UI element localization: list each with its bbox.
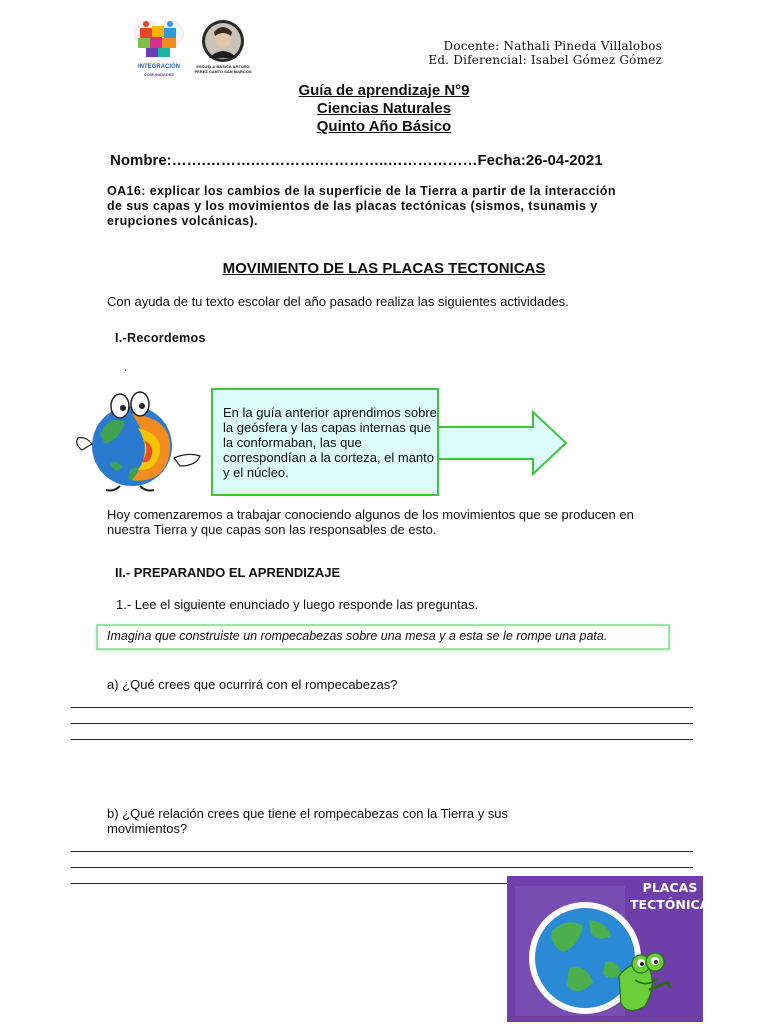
school-portrait-icon — [198, 18, 248, 64]
question-a: a) ¿Qué crees que ocurrirá con el rompecabezas? — [107, 677, 398, 692]
teacher-line: Docente: Nathali Pineda Villalobos — [443, 39, 662, 53]
stray-dot: . — [124, 360, 128, 374]
name-date-line: Nombre:…….……….………….…………..………………Fecha:26-04-2021 — [110, 152, 603, 169]
answer-line-a3[interactable] — [71, 739, 693, 740]
instruction-text: 1.- Lee el siguiente enunciado y luego responde las preguntas. — [116, 597, 479, 612]
document-title-block — [0, 82, 768, 136]
answer-line-b1[interactable] — [71, 851, 693, 852]
guide-title: Guía de aprendizaje N°9 — [298, 82, 470, 99]
answer-line-a2[interactable] — [71, 723, 693, 724]
earth-layers-mascot-icon — [70, 384, 210, 494]
school-logo-text: ESCUELA BÁSICA ARTURO PÉREZ CANTO SAN MARCOS — [194, 64, 252, 74]
placas-title — [630, 879, 719, 913]
placas-title-line1: PLACAS — [642, 880, 698, 895]
callout-text: En la guía anterior aprendimos sobre la geósfera y las capas internas que la conformaban, las que correspondían a la corteza, el manto y el núcleo. — [223, 405, 437, 480]
differential-line: Ed. Diferencial: Isabel Gómez Gómez — [428, 53, 662, 67]
school-logo — [194, 18, 252, 80]
subject-title: Ciencias Naturales — [316, 100, 452, 117]
question-b: b) ¿Qué relación crees que tiene el rompecabezas con la Tierra y sus movimientos? — [107, 806, 509, 836]
learning-objective: OA16: explicar los cambios de la superficie de la Tierra a partir de la interacción de sus capas y los movimientos de las placas tectónicas (sismos, tsunamis y erupciones volcánicas). — [107, 184, 616, 228]
puzzle-heart-icon — [128, 18, 190, 66]
part1-heading: I.-Recordemos — [115, 331, 206, 345]
section-title: MOVIMIENTO DE LAS PLACAS TECTONICAS — [222, 260, 546, 277]
grade-title: Quinto Año Básico — [316, 118, 452, 135]
integracion-logo-subtext: COMUNIDADES — [143, 72, 175, 77]
answer-line-b3[interactable] — [71, 883, 507, 884]
followup-paragraph: Hoy comenzaremos a trabajar conociendo algunos de los movimientos que se producen en nuestra Tierra y que capas son las responsables de esto. — [107, 507, 634, 537]
answer-line-b2[interactable] — [71, 867, 693, 868]
intro-paragraph: Con ayuda de tu texto escolar del año pasado realiza las siguientes actividades. — [107, 294, 569, 309]
integracion-logo-text: INTEGRACIÓN — [138, 64, 180, 70]
placas-title-line2: TECTÓNICAS — [630, 897, 719, 912]
earth-mascot-image — [70, 384, 210, 494]
integracion-logo — [128, 18, 190, 80]
teacher-info — [428, 39, 662, 67]
quote-text: Imagina que construiste un rompecabezas sobre una mesa y a esta se le rompe una pata. — [107, 629, 608, 643]
answer-line-a1[interactable] — [71, 707, 693, 708]
part2-heading: II.- PREPARANDO EL APRENDIZAJE — [115, 565, 341, 580]
right-arrow-icon — [436, 410, 568, 476]
